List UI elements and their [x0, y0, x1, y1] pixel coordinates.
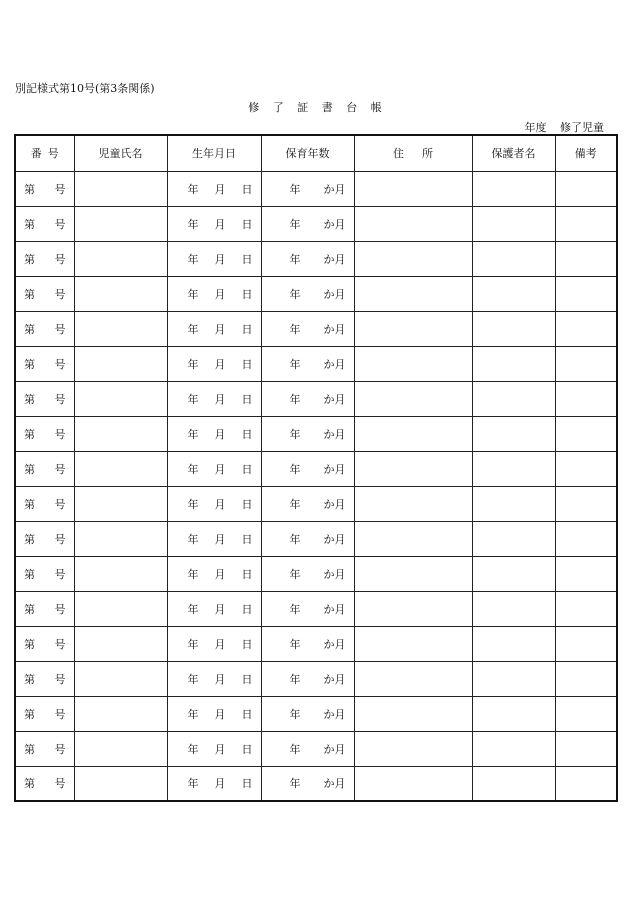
- year-unit: 年: [187, 532, 199, 546]
- remarks-cell[interactable]: [555, 416, 617, 451]
- care-years-unit: 年: [289, 322, 301, 336]
- address-cell[interactable]: [354, 416, 472, 451]
- header-char: 所: [422, 147, 433, 161]
- column-header-guardian-name: 保護者名: [472, 135, 555, 171]
- remarks-cell[interactable]: [555, 311, 617, 346]
- month-unit: 月: [214, 392, 226, 406]
- care-years-unit: 年: [289, 742, 301, 756]
- table-row: [15, 696, 617, 731]
- day-unit: 日: [241, 182, 253, 196]
- remarks-cell[interactable]: [555, 626, 617, 661]
- child-name-cell[interactable]: [74, 591, 167, 626]
- entry-number-cell[interactable]: [15, 206, 74, 241]
- guardian-name-cell[interactable]: [472, 311, 555, 346]
- remarks-cell[interactable]: [555, 486, 617, 521]
- day-unit: 日: [241, 287, 253, 301]
- day-unit: 日: [241, 462, 253, 476]
- year-unit: 年: [187, 602, 199, 616]
- child-name-cell[interactable]: [74, 626, 167, 661]
- number-prefix: 第: [24, 217, 35, 231]
- care-months-unit: か月: [323, 287, 346, 301]
- number-suffix: 号: [54, 497, 66, 511]
- care-months-unit: か月: [323, 322, 346, 336]
- guardian-name-cell[interactable]: [472, 241, 555, 276]
- day-unit: 日: [241, 637, 253, 651]
- birth-date-cell[interactable]: [167, 556, 261, 591]
- address-cell[interactable]: [354, 346, 472, 381]
- birth-date-cell[interactable]: [167, 486, 261, 521]
- address-cell[interactable]: [354, 591, 472, 626]
- child-name-cell[interactable]: [74, 171, 167, 206]
- title-char: 書: [321, 101, 333, 114]
- years-in-care-cell[interactable]: [261, 731, 354, 766]
- month-unit: 月: [214, 602, 226, 616]
- number-suffix: 号: [54, 637, 66, 651]
- address-cell[interactable]: [354, 661, 472, 696]
- remarks-cell[interactable]: [555, 451, 617, 486]
- remarks-cell[interactable]: [555, 381, 617, 416]
- year-unit: 年: [187, 742, 199, 756]
- title-char: 了: [272, 101, 284, 114]
- address-cell[interactable]: [354, 171, 472, 206]
- number-suffix: 号: [54, 567, 66, 581]
- year-unit: 年: [187, 357, 199, 371]
- care-years-unit: 年: [289, 287, 301, 301]
- form-number: 別記様式第10号(第3条関係): [15, 82, 155, 95]
- number-suffix: 号: [54, 532, 66, 546]
- day-unit: 日: [241, 392, 253, 406]
- birth-date-cell[interactable]: [167, 346, 261, 381]
- column-header-child-name: 児童氏名: [74, 135, 167, 171]
- address-cell[interactable]: [354, 241, 472, 276]
- birth-date-cell[interactable]: [167, 451, 261, 486]
- child-name-cell[interactable]: [74, 206, 167, 241]
- care-months-unit: か月: [323, 252, 346, 266]
- month-unit: 月: [214, 252, 226, 266]
- month-unit: 月: [214, 427, 226, 441]
- birth-date-cell[interactable]: [167, 661, 261, 696]
- day-unit: 日: [241, 217, 253, 231]
- day-unit: 日: [241, 777, 253, 791]
- care-years-unit: 年: [289, 392, 301, 406]
- table-row: [15, 346, 617, 381]
- care-years-unit: 年: [289, 497, 301, 511]
- guardian-name-cell[interactable]: [472, 416, 555, 451]
- entry-number-cell[interactable]: [15, 276, 74, 311]
- guardian-name-cell[interactable]: [472, 486, 555, 521]
- year-unit: 年: [187, 462, 199, 476]
- address-cell[interactable]: [354, 486, 472, 521]
- guardian-name-cell[interactable]: [472, 556, 555, 591]
- birth-date-cell[interactable]: [167, 766, 261, 801]
- day-unit: 日: [241, 357, 253, 371]
- birth-date-cell[interactable]: [167, 626, 261, 661]
- remarks-cell[interactable]: [555, 241, 617, 276]
- guardian-name-cell[interactable]: [472, 591, 555, 626]
- day-unit: 日: [241, 532, 253, 546]
- birth-date-cell[interactable]: [167, 241, 261, 276]
- number-prefix: 第: [24, 672, 35, 686]
- remarks-cell[interactable]: [555, 661, 617, 696]
- birth-date-cell[interactable]: [167, 591, 261, 626]
- table-row: [15, 486, 617, 521]
- remarks-cell[interactable]: [555, 696, 617, 731]
- document-title: [0, 99, 630, 115]
- care-months-unit: か月: [323, 672, 346, 686]
- number-suffix: 号: [54, 707, 66, 721]
- table-row: [15, 276, 617, 311]
- birth-date-cell[interactable]: [167, 416, 261, 451]
- number-suffix: 号: [54, 602, 66, 616]
- years-in-care-cell[interactable]: [261, 521, 354, 556]
- care-years-unit: 年: [289, 707, 301, 721]
- guardian-name-cell[interactable]: [472, 521, 555, 556]
- remarks-cell[interactable]: [555, 556, 617, 591]
- years-in-care-cell[interactable]: [261, 171, 354, 206]
- number-suffix: 号: [54, 462, 66, 476]
- child-name-cell[interactable]: [74, 451, 167, 486]
- entry-number-cell[interactable]: [15, 591, 74, 626]
- month-unit: 月: [214, 462, 226, 476]
- number-prefix: 第: [24, 707, 35, 721]
- month-unit: 月: [214, 217, 226, 231]
- child-name-cell[interactable]: [74, 416, 167, 451]
- birth-date-cell[interactable]: [167, 521, 261, 556]
- years-in-care-cell[interactable]: [261, 766, 354, 801]
- year-unit: 年: [187, 427, 199, 441]
- child-name-cell[interactable]: [74, 731, 167, 766]
- number-prefix: 第: [24, 602, 35, 616]
- child-name-cell[interactable]: [74, 311, 167, 346]
- number-prefix: 第: [24, 287, 35, 301]
- guardian-name-cell[interactable]: [472, 276, 555, 311]
- number-suffix: 号: [54, 252, 66, 266]
- number-suffix: 号: [54, 322, 66, 336]
- year-unit: 年: [187, 777, 199, 791]
- remarks-cell[interactable]: [555, 731, 617, 766]
- entry-number-cell[interactable]: [15, 346, 74, 381]
- care-months-unit: か月: [323, 532, 346, 546]
- care-months-unit: か月: [323, 637, 346, 651]
- table-row: [15, 731, 617, 766]
- remarks-cell[interactable]: [555, 346, 617, 381]
- month-unit: 月: [214, 497, 226, 511]
- address-cell[interactable]: [354, 556, 472, 591]
- care-months-unit: か月: [323, 392, 346, 406]
- number-suffix: 号: [54, 777, 66, 791]
- care-years-unit: 年: [289, 182, 301, 196]
- child-name-cell[interactable]: [74, 696, 167, 731]
- care-months-unit: か月: [323, 497, 346, 511]
- remarks-cell[interactable]: [555, 766, 617, 801]
- guardian-name-cell[interactable]: [472, 626, 555, 661]
- ledger-body: [15, 171, 617, 801]
- day-unit: 日: [241, 252, 253, 266]
- year-unit: 年: [187, 392, 199, 406]
- table-row: [15, 171, 617, 206]
- entry-number-cell[interactable]: [15, 381, 74, 416]
- entry-number-cell[interactable]: [15, 241, 74, 276]
- table-row: [15, 556, 617, 591]
- day-unit: 日: [241, 707, 253, 721]
- fiscal-year-line: [525, 119, 605, 135]
- care-months-unit: か月: [323, 427, 346, 441]
- column-header-address: [354, 135, 472, 171]
- month-unit: 月: [214, 777, 226, 791]
- month-unit: 月: [214, 707, 226, 721]
- years-in-care-cell[interactable]: [261, 626, 354, 661]
- birth-date-cell[interactable]: [167, 276, 261, 311]
- table-row: [15, 521, 617, 556]
- care-years-unit: 年: [289, 532, 301, 546]
- number-prefix: 第: [24, 182, 35, 196]
- years-in-care-cell[interactable]: [261, 661, 354, 696]
- header-char: 番: [30, 147, 42, 161]
- table-row: [15, 626, 617, 661]
- number-prefix: 第: [24, 392, 35, 406]
- address-cell[interactable]: [354, 766, 472, 801]
- day-unit: 日: [241, 672, 253, 686]
- number-prefix: 第: [24, 532, 35, 546]
- child-name-cell[interactable]: [74, 521, 167, 556]
- birth-date-cell[interactable]: [167, 311, 261, 346]
- table-row: [15, 661, 617, 696]
- entry-number-cell[interactable]: [15, 311, 74, 346]
- care-years-unit: 年: [289, 672, 301, 686]
- number-suffix: 号: [54, 392, 66, 406]
- year-unit: 年: [187, 497, 199, 511]
- month-unit: 月: [214, 357, 226, 371]
- month-unit: 月: [214, 742, 226, 756]
- years-in-care-cell[interactable]: [261, 416, 354, 451]
- care-months-unit: か月: [323, 357, 346, 371]
- care-years-unit: 年: [289, 637, 301, 651]
- guardian-name-cell[interactable]: [472, 451, 555, 486]
- number-suffix: 号: [54, 672, 66, 686]
- entry-number-cell[interactable]: [15, 696, 74, 731]
- day-unit: 日: [241, 602, 253, 616]
- year-unit: 年: [187, 672, 199, 686]
- column-header-years-in-care: 保育年数: [261, 135, 354, 171]
- years-in-care-cell[interactable]: [261, 206, 354, 241]
- years-in-care-cell[interactable]: [261, 486, 354, 521]
- number-prefix: 第: [24, 742, 35, 756]
- table-row: [15, 451, 617, 486]
- care-years-unit: 年: [289, 462, 301, 476]
- care-months-unit: か月: [323, 217, 346, 231]
- month-unit: 月: [214, 567, 226, 581]
- years-in-care-cell[interactable]: [261, 381, 354, 416]
- care-years-unit: 年: [289, 602, 301, 616]
- table-row: [15, 241, 617, 276]
- child-name-cell[interactable]: [74, 276, 167, 311]
- day-unit: 日: [241, 427, 253, 441]
- care-months-unit: か月: [323, 777, 346, 791]
- month-unit: 月: [214, 672, 226, 686]
- child-name-cell[interactable]: [74, 661, 167, 696]
- care-months-unit: か月: [323, 182, 346, 196]
- year-unit: 年: [187, 637, 199, 651]
- month-unit: 月: [214, 182, 226, 196]
- day-unit: 日: [241, 742, 253, 756]
- header-char: 号: [47, 147, 59, 161]
- number-prefix: 第: [24, 462, 35, 476]
- number-suffix: 号: [54, 357, 66, 371]
- number-prefix: 第: [24, 252, 35, 266]
- birth-date-cell[interactable]: [167, 731, 261, 766]
- day-unit: 日: [241, 497, 253, 511]
- remarks-cell[interactable]: [555, 206, 617, 241]
- address-cell[interactable]: [354, 311, 472, 346]
- year-unit: 年: [187, 567, 199, 581]
- care-months-unit: か月: [323, 707, 346, 721]
- child-name-cell[interactable]: [74, 346, 167, 381]
- number-suffix: 号: [54, 217, 66, 231]
- table-row: [15, 381, 617, 416]
- guardian-name-cell[interactable]: [472, 766, 555, 801]
- care-years-unit: 年: [289, 217, 301, 231]
- guardian-name-cell[interactable]: [472, 661, 555, 696]
- entry-number-cell[interactable]: [15, 766, 74, 801]
- child-name-cell[interactable]: [74, 556, 167, 591]
- year-label: 年度: [524, 121, 547, 134]
- number-suffix: 号: [54, 287, 66, 301]
- number-prefix: 第: [24, 497, 35, 511]
- column-header-number: [15, 135, 74, 171]
- month-unit: 月: [214, 287, 226, 301]
- entry-number-cell[interactable]: [15, 486, 74, 521]
- number-prefix: 第: [24, 777, 35, 791]
- table-row: [15, 766, 617, 801]
- entry-number-cell[interactable]: [15, 416, 74, 451]
- care-years-unit: 年: [289, 427, 301, 441]
- child-name-cell[interactable]: [74, 486, 167, 521]
- number-prefix: 第: [24, 357, 35, 371]
- birth-date-cell[interactable]: [167, 696, 261, 731]
- guardian-name-cell[interactable]: [472, 381, 555, 416]
- table-row: [15, 416, 617, 451]
- entry-number-cell[interactable]: [15, 521, 74, 556]
- years-in-care-cell[interactable]: [261, 311, 354, 346]
- title-char: 台: [346, 101, 358, 114]
- care-years-unit: 年: [289, 357, 301, 371]
- remarks-cell[interactable]: [555, 276, 617, 311]
- entry-number-cell[interactable]: [15, 661, 74, 696]
- year-unit: 年: [187, 252, 199, 266]
- column-header-remarks: 備考: [555, 135, 617, 171]
- title-char: 証: [297, 101, 309, 114]
- number-suffix: 号: [54, 742, 66, 756]
- entry-number-cell[interactable]: [15, 171, 74, 206]
- table-row: [15, 206, 617, 241]
- guardian-name-cell[interactable]: [472, 696, 555, 731]
- month-unit: 月: [214, 532, 226, 546]
- graduates-label: 修了児童: [560, 121, 604, 134]
- number-prefix: 第: [24, 427, 35, 441]
- birth-date-cell[interactable]: [167, 381, 261, 416]
- care-months-unit: か月: [323, 462, 346, 476]
- care-months-unit: か月: [323, 742, 346, 756]
- address-cell[interactable]: [354, 381, 472, 416]
- years-in-care-cell[interactable]: [261, 241, 354, 276]
- address-cell[interactable]: [354, 276, 472, 311]
- guardian-name-cell[interactable]: [472, 171, 555, 206]
- year-unit: 年: [187, 217, 199, 231]
- guardian-name-cell[interactable]: [472, 206, 555, 241]
- entry-number-cell[interactable]: [15, 556, 74, 591]
- number-suffix: 号: [54, 427, 66, 441]
- entry-number-cell[interactable]: [15, 626, 74, 661]
- remarks-cell[interactable]: [555, 591, 617, 626]
- address-cell[interactable]: [354, 206, 472, 241]
- year-unit: 年: [187, 707, 199, 721]
- years-in-care-cell[interactable]: [261, 696, 354, 731]
- header-row: [15, 135, 617, 171]
- entry-number-cell[interactable]: [15, 451, 74, 486]
- year-unit: 年: [187, 182, 199, 196]
- number-prefix: 第: [24, 637, 35, 651]
- month-unit: 月: [214, 322, 226, 336]
- care-months-unit: か月: [323, 602, 346, 616]
- care-months-unit: か月: [323, 567, 346, 581]
- day-unit: 日: [241, 322, 253, 336]
- birth-date-cell[interactable]: [167, 206, 261, 241]
- guardian-name-cell[interactable]: [472, 346, 555, 381]
- address-cell[interactable]: [354, 626, 472, 661]
- years-in-care-cell[interactable]: [261, 346, 354, 381]
- month-unit: 月: [214, 637, 226, 651]
- address-cell[interactable]: [354, 731, 472, 766]
- address-cell[interactable]: [354, 521, 472, 556]
- year-unit: 年: [187, 322, 199, 336]
- column-header-birth-date: 生年月日: [167, 135, 261, 171]
- title-char: 修: [248, 101, 260, 114]
- table-row: [15, 311, 617, 346]
- header-char: 住: [393, 147, 404, 161]
- year-unit: 年: [187, 287, 199, 301]
- care-years-unit: 年: [289, 777, 301, 791]
- remarks-cell[interactable]: [555, 521, 617, 556]
- day-unit: 日: [241, 567, 253, 581]
- years-in-care-cell[interactable]: [261, 276, 354, 311]
- child-name-cell[interactable]: [74, 766, 167, 801]
- guardian-name-cell[interactable]: [472, 731, 555, 766]
- child-name-cell[interactable]: [74, 241, 167, 276]
- address-cell[interactable]: [354, 696, 472, 731]
- years-in-care-cell[interactable]: [261, 556, 354, 591]
- number-prefix: 第: [24, 567, 35, 581]
- table-row: [15, 591, 617, 626]
- entry-number-cell[interactable]: [15, 731, 74, 766]
- remarks-cell[interactable]: [555, 171, 617, 206]
- child-name-cell[interactable]: [74, 381, 167, 416]
- care-years-unit: 年: [289, 252, 301, 266]
- graduation-ledger-table: [14, 134, 618, 802]
- title-char: 帳: [370, 101, 382, 114]
- years-in-care-cell[interactable]: [261, 591, 354, 626]
- address-cell[interactable]: [354, 451, 472, 486]
- birth-date-cell[interactable]: [167, 171, 261, 206]
- care-years-unit: 年: [289, 567, 301, 581]
- number-suffix: 号: [54, 182, 66, 196]
- years-in-care-cell[interactable]: [261, 451, 354, 486]
- number-prefix: 第: [24, 322, 35, 336]
